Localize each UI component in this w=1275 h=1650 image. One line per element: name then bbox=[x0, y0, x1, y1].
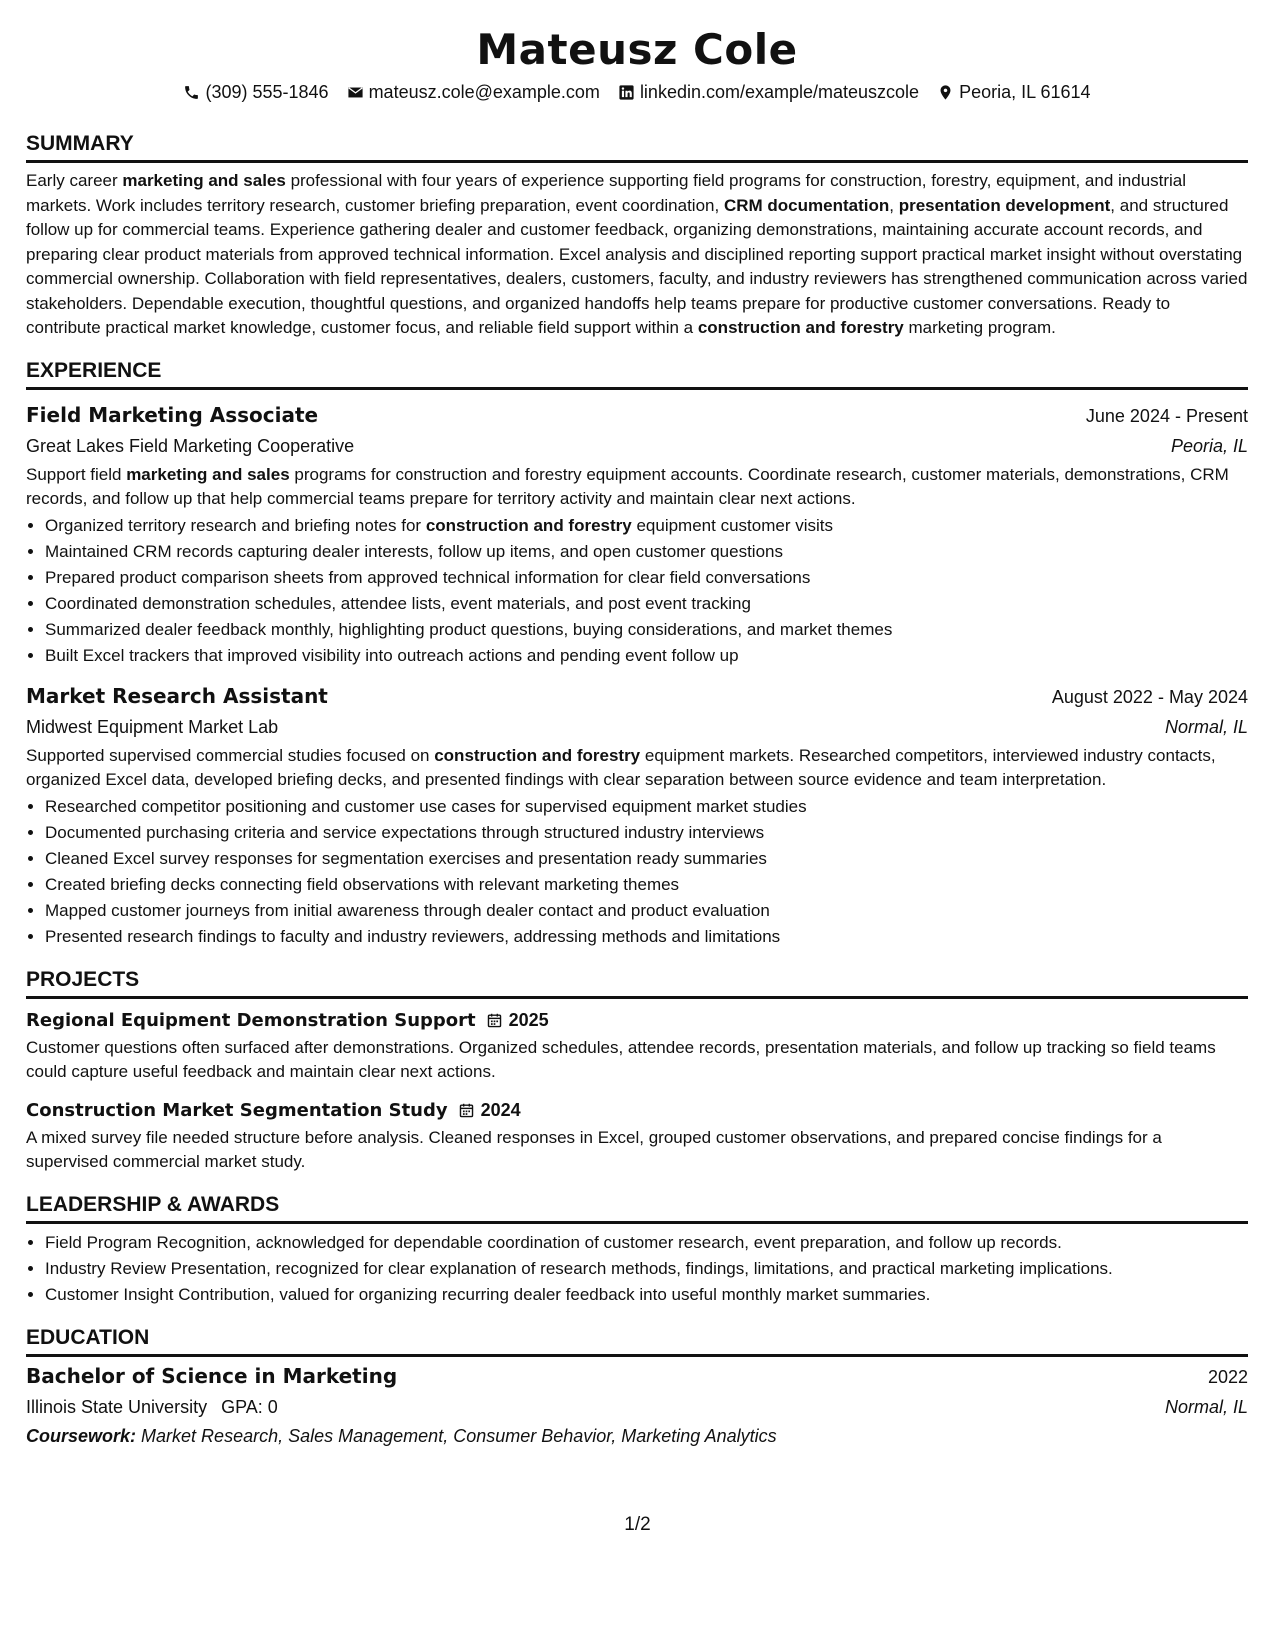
list-item: • Prepared product comparison sheets from approved technical information for clear field conversations bbox=[45, 565, 1248, 591]
list-item: • Created briefing decks connecting field observations with relevant marketing themes bbox=[45, 872, 1248, 898]
project-description: A mixed survey file needed structure before analysis. Cleaned responses in Excel, grouped customer observations, and prepared concise findings for a supervised commercial market study. bbox=[26, 1127, 1162, 1171]
school-line bbox=[26, 1393, 278, 1422]
list-item: • Presented research findings to faculty and industry reviewers, addressing methods and limitations bbox=[45, 924, 1248, 950]
projects-heading: PROJECTS bbox=[26, 966, 1248, 999]
job-organization: Midwest Equipment Market Lab bbox=[26, 716, 279, 737]
job-title: Field Marketing Associate bbox=[26, 402, 319, 427]
project-title: Regional Equipment Demonstration Support bbox=[26, 1009, 476, 1031]
list-item: • Industry Review Presentation, recognized for clear explanation of research methods, findings, limitations, and practical marketing implications. bbox=[45, 1256, 1248, 1282]
gpa-text: GPA: 0 bbox=[221, 1396, 278, 1417]
leadership-list bbox=[26, 1230, 1248, 1308]
list-item: • Built Excel trackers that improved visibility into outreach actions and pending event follow up bbox=[45, 643, 1248, 669]
experience-heading: EXPERIENCE bbox=[26, 357, 1248, 390]
job-description: Supported supervised commercial studies focused on construction and forestry equipment markets. Researched competitors, interviewed industry contacts, organized Excel data, developed briefing decks, and presented findings with clear separation between source evidence and team interpretation. bbox=[26, 745, 1216, 789]
contact-linkedin[interactable] bbox=[618, 80, 919, 104]
coursework-text: Market Research, Sales Management, Consumer Behavior, Marketing Analytics bbox=[141, 1425, 777, 1446]
resume-page bbox=[26, 24, 1248, 1451]
leadership-heading: LEADERSHIP & AWARDS bbox=[26, 1191, 1248, 1224]
project-date bbox=[486, 1010, 549, 1031]
school-location: Normal, IL bbox=[1164, 1396, 1248, 1417]
envelope-icon bbox=[347, 84, 364, 101]
summary-text: Early career marketing and sales professional with four years of experience supporting field programs for construction, forestry, equipment, and industrial markets. Work includes territory research, customer briefing preparation, event coordination, CRM documentation, presentation development, and structured follow up for commercial teams. Experience gathering dealer and customer feedback, organizing demonstrations, maintaining accurate account records, and preparing clear product materials from approved technical information. Excel analysis and disciplined reporting support practical market insight without overstating commercial ownership. Collaboration with field representatives, dealers, customers, faculty, and industry reviewers has strengthened communication across varied stakeholders. Dependable execution, thoughtful questions, and organized handoffs help teams prepare for productive customer conversations. Ready to contribute practical market knowledge, customer focus, and reliable field support within a construction and forestry marketing program. bbox=[26, 171, 1248, 337]
education-heading: EDUCATION bbox=[26, 1324, 1248, 1357]
contact-bar bbox=[26, 80, 1248, 104]
project-date bbox=[458, 1100, 521, 1121]
job-location: Normal, IL bbox=[1164, 716, 1248, 737]
list-item: • Coordinated demonstration schedules, attendee lists, event materials, and post event tracking bbox=[45, 591, 1248, 617]
leadership-section bbox=[26, 1191, 1248, 1308]
projects-section bbox=[26, 966, 1248, 1175]
summary-section bbox=[26, 130, 1248, 341]
coursework-line bbox=[26, 1422, 1248, 1451]
list-item: • Maintained CRM records capturing dealer interests, follow up items, and open customer questions bbox=[45, 539, 1248, 565]
contact-location bbox=[937, 80, 1090, 104]
list-item: • Field Program Recognition, acknowledged for dependable coordination of customer research, event preparation, and follow up records. bbox=[45, 1230, 1248, 1256]
project-year: 2025 bbox=[508, 1010, 549, 1030]
job-location: Peoria, IL bbox=[1170, 435, 1248, 456]
degree-title: Bachelor of Science in Marketing bbox=[26, 1363, 398, 1388]
map-pin-icon bbox=[937, 84, 954, 101]
job-bullets bbox=[26, 794, 1248, 950]
calendar-icon bbox=[458, 1102, 475, 1119]
job-description: Support field marketing and sales programs for construction and forestry equipment accounts. Coordinate research, customer materials, demonstrations, CRM records, and follow up that help commercial teams prepare for territory activity and maintain clear next actions. bbox=[26, 464, 1229, 508]
job-dates: June 2024 - Present bbox=[1085, 405, 1248, 426]
project-year: 2024 bbox=[480, 1100, 521, 1120]
phone-icon bbox=[183, 84, 200, 101]
project-entry bbox=[26, 1007, 1248, 1085]
school-name: Illinois State University bbox=[26, 1396, 208, 1417]
calendar-icon bbox=[486, 1012, 503, 1029]
contact-email[interactable] bbox=[347, 80, 600, 104]
job-title: Market Research Assistant bbox=[26, 683, 328, 708]
list-item: • Cleaned Excel survey responses for segmentation exercises and presentation ready summaries bbox=[45, 846, 1248, 872]
linkedin-icon bbox=[618, 84, 635, 101]
phone-text: (309) 555-1846 bbox=[205, 82, 329, 102]
project-entry bbox=[26, 1097, 1248, 1175]
candidate-name: Mateusz Cole bbox=[476, 25, 798, 74]
coursework-label: Coursework: bbox=[26, 1425, 137, 1446]
job-dates: August 2022 - May 2024 bbox=[1051, 686, 1248, 707]
contact-phone bbox=[183, 80, 328, 104]
experience-section bbox=[26, 357, 1248, 950]
list-item: • Researched competitor positioning and customer use cases for supervised equipment market studies bbox=[45, 794, 1248, 820]
list-item: • Summarized dealer feedback monthly, highlighting product questions, buying considerations, and market themes bbox=[45, 617, 1248, 643]
job-bullets bbox=[26, 513, 1248, 669]
page-number: 1/2 bbox=[624, 1514, 651, 1535]
location-text: Peoria, IL 61614 bbox=[959, 82, 1091, 102]
education-section bbox=[26, 1324, 1248, 1451]
list-item: • Customer Insight Contribution, valued for organizing recurring dealer feedback into useful monthly market summaries. bbox=[45, 1282, 1248, 1308]
project-title: Construction Market Segmentation Study bbox=[26, 1099, 448, 1121]
linkedin-text: linkedin.com/example/mateuszcole bbox=[639, 82, 920, 102]
list-item: • Mapped customer journeys from initial awareness through dealer contact and product evaluation bbox=[45, 898, 1248, 924]
job-entry bbox=[26, 400, 1248, 669]
list-item: • Documented purchasing criteria and service expectations through structured industry interviews bbox=[45, 820, 1248, 846]
list-item: • Organized territory research and briefing notes for construction and forestry equipment customer visits bbox=[45, 513, 1248, 539]
job-organization: Great Lakes Field Marketing Cooperative bbox=[26, 435, 355, 456]
summary-heading: SUMMARY bbox=[26, 130, 1248, 163]
graduation-year: 2022 bbox=[1207, 1366, 1248, 1387]
job-entry bbox=[26, 681, 1248, 950]
project-description: Customer questions often surfaced after demonstrations. Organized schedules, attendee records, presentation materials, and follow up tracking so field teams could capture useful feedback and maintain clear next actions. bbox=[26, 1037, 1216, 1081]
email-text: mateusz.cole@example.com bbox=[368, 82, 600, 102]
